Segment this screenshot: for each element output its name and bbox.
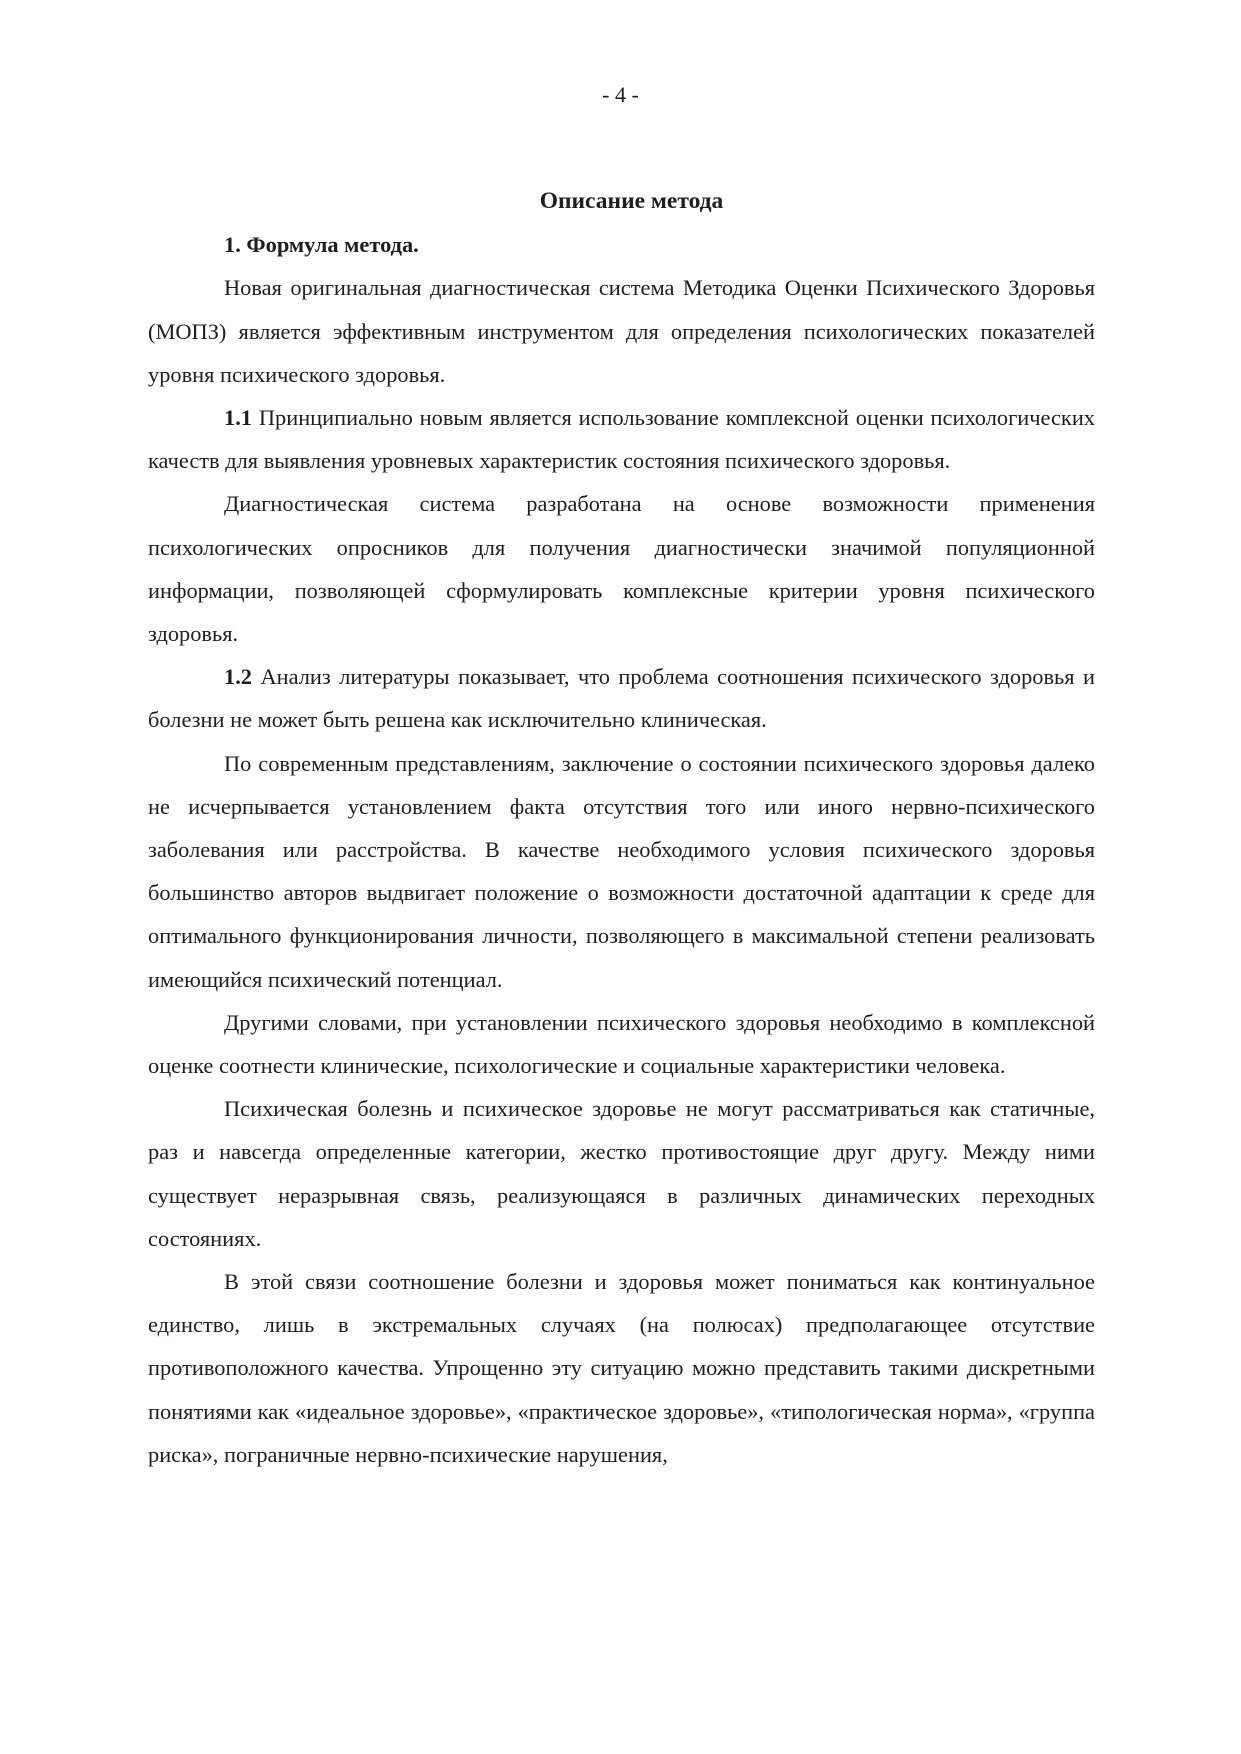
paragraph	[148, 742, 1095, 1001]
paragraph	[148, 1260, 1095, 1476]
paragraph-text: Диагностическая система разработана на основе возможности применения психологических опросников для получения диагностически значимой популяционной информации, позволяющей сформулировать комплексные критерии уровня психического здоровья.	[148, 491, 1095, 647]
paragraph-text: Психическая болезнь и психическое здоровье не могут рассматриваться как статичные, раз и навсегда определенные категории, жестко противостоящие друг другу. Между ними существует неразрывная связь, реализующаяся в различных динамических переходных состояниях.	[148, 1096, 1095, 1251]
paragraph	[148, 266, 1095, 396]
paragraph-text: Принципиально новым является использование комплексной оценки психологических качеств для выявления уровневых характеристик состояния психического здоровья.	[148, 405, 1095, 474]
paragraph	[148, 1087, 1095, 1260]
paragraph	[148, 396, 1095, 482]
paragraph-text: Другими словами, при установлении психического здоровья необходимо в комплексной оценке соотнести клинические, психологические и социальные характеристики человека.	[148, 1009, 1095, 1079]
section-title: Описание метода	[539, 188, 724, 214]
paragraph-number: 1.2	[224, 664, 252, 690]
paragraph-text: Новая оригинальная диагностическая система Методика Оценки Психического Здоровья (МОПЗ) является эффективным инструментом для определения психологических показателей уровня психического здоровья.	[148, 275, 1095, 387]
paragraph-text: В этой связи соотношение болезни и здоровья может пониматься как континуальное единство, лишь в экстремальных случаях (на полюсах) предполагающее отсутствие противоположного качества. Упрощенно эту ситуацию можно представить такими дискретными понятиями как «идеальное здоровье», «практическое здоровье», «типологическая норма», «группа риска», пограничные нервно-психические нарушения,	[148, 1269, 1095, 1467]
paragraph-text: По современным представлениям, заключение о состоянии психического здоровья далеко не исчерпывается установлением факта отсутствия того или иного нервно-психического заболевания или расстройства. В качестве необходимого условия психического здоровья большинство авторов выдвигает положение о возможности достаточной адаптации к среде для оптимального функционирования личности, позволяющего в максимальной степени реализовать имеющийся психический потенциал.	[148, 750, 1095, 992]
paragraph-text: Анализ литературы показывает, что проблема соотношения психического здоровья и болезни не может быть решена как исключительно клиническая.	[148, 664, 1095, 733]
document-body	[148, 180, 1095, 1476]
subsection-heading: 1. Формула метода.	[224, 232, 419, 258]
page-number: - 4 -	[602, 82, 639, 107]
paragraph	[148, 482, 1095, 655]
paragraph-number: 1.1	[224, 405, 252, 431]
paragraph	[148, 1001, 1095, 1087]
paragraph	[148, 655, 1095, 741]
